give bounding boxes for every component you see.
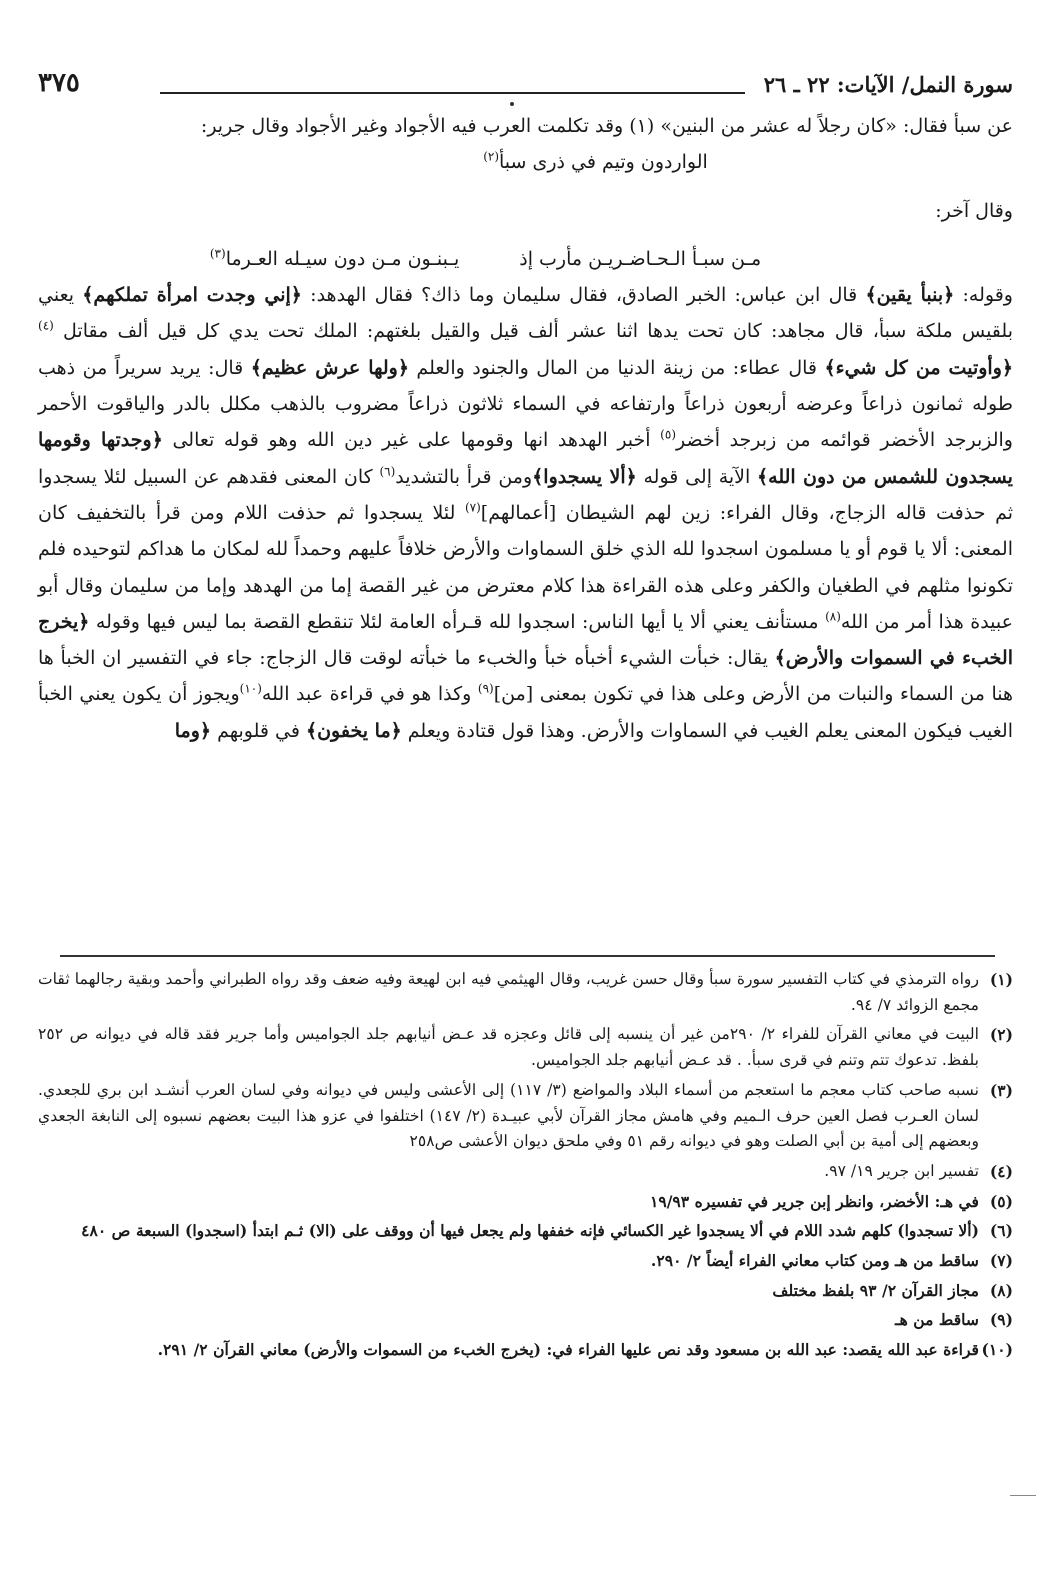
footnote bbox=[38, 967, 1013, 1018]
footnote-number: (٩) bbox=[989, 1310, 1013, 1330]
footnote-text: مجاز القرآن ٢/ ٩٣ بلفظ مختلف bbox=[772, 1280, 979, 1300]
footnote-text: في هـ: الأخضر، وانظر إبن جرير في تفسيره ١٩/٩٣ bbox=[649, 1191, 979, 1211]
footnote-text: نسبه صاحب كتاب معجم ما استعجم من أسماء البلاد والمواضع (٣/ ١١٧) إلى الأعشى وليس في ديوانه وفي لسان العرب أنشـد ابن بري للجعدي. لسان العـرب فصل العين حرف الـميم وفي هامش مجاز القرآن لأبي عبيـدة (٢/ ١٤٧) اختلفوا في عزو هذا البيت بعضهم نسبوه إلى النابغة الجعدي وبعضهم إلى أمية بن أبي الصلت وهو في ديوانه رقم ٥١ وفي ملحق ديوان الأعشى ص٢٥٨ bbox=[38, 1080, 979, 1151]
footnote-number: (٤) bbox=[989, 1161, 1013, 1181]
footnote bbox=[38, 1159, 1013, 1185]
footnote-text: قراءة عبد الله يقصد: عبد الله بن مسعود وقد نص عليها الفراء في: (يخرج الخبء من السموات والأرض) معاني القرآن ٢/ ٢٩١. bbox=[157, 1340, 979, 1360]
verse-hemistich-second: يـبنـون مـن دون سيـله العـرما bbox=[225, 247, 460, 270]
corner-mark bbox=[1010, 1495, 1036, 1496]
paragraph-opening: عن سبأ فقال: «كان رجلاً له عشر من البنين» (١) وقد تكلمت العرب فيه الأجواد وغير الأجواد وقال جرير: bbox=[200, 115, 1013, 137]
verse-jarir-note: (٢) bbox=[483, 149, 500, 164]
footnote-number: (١) bbox=[989, 970, 1013, 989]
verse-second bbox=[38, 233, 1013, 277]
running-title: سورة النمل/ الآيات: ٢٢ ـ ٢٦ bbox=[763, 72, 1013, 97]
footnote bbox=[38, 1078, 1013, 1155]
footnote bbox=[38, 1248, 1013, 1274]
footnote-separator bbox=[60, 955, 995, 957]
paragraph-commentary: وقوله: ﴿بنبأ يقين﴾ قال ابن عباس: الخبر الصادق، فقال سليمان وما ذاك؟ فقال الهدهد: ﴿إني وجدت امرأة تملكهم﴾ يعني بلقيس ملكة سبأ، قال مجاهد: كان تحت يدها اثنا عشر ألف قيل والقيل بلغتهم: الملك تحت يدي كل قيل ألف مقاتل $^{(٤)}$ ﴿وأوتيت من كل شيء﴾ قال عطاء: من زينة الدنيا من المال والجنود والعلم ﴿ولها عرش عظيم﴾ قال: يريد سريراً من ذهب طوله ثمانون ذراعاً وعرضه أربعون ذراعاً وارتفاعه في السماء ثلاثون ذراعاً مضروب بالذهب مكلل بالدر والياقوت الأحمر والزبرجد الأخضر قوائمه من زبرجد أخضر$^{(٥)}$ أخبر الهدهد انها وقومها على غير دين الله وهو قوله تعالى ﴿وجدتها وقومها يسجدون للشمس من دون الله﴾ الآية إلى قوله ﴿ألا يسجدوا﴾ومن قرأ بالتشديد$^{(٦)}$ كان المعنى فقدهم عن السبيل لئلا يسجدوا ثم حذفت قاله الزجاج، وقال الفراء: زين لهم الشيطان [أعمالهم]$^{(٧)}$ لئلا يسجدوا ثم حذفت اللام ومن قرأ بالتخفيف كان المعنى: ألا يا قوم أو يا مسلمون اسجدوا لله الذي خلق السماوات والأرض خلافاً عليهم وحمداً لله لمكان ما هداكم لتوحيده فلم تكونوا مثلهم في الطغيان والكفر وعلى هذه القراءة هذا كلام معترض من غير القصة إما من الهدهد وإما من سليمان وقال أبو عبيدة هذا أمر من الله$^{(٨)}$ مستأنف يعني ألا يا أيها الناس: اسجدوا لله قـرأه العامة لئلا تنقطع القصة بما ليس فيها وقوله ﴿يخرج الخبء في السموات والأرض﴾ يقال: خبأت الشيء أخبأه خبأ والخبء ما خبأته لوقت قال الزجاج: جاء في التفسير ان الخبأ ها هنا من السماء والنبات من الأرض وعلى هذا في تكون بمعنى [من]$^{(٩)}$ وكذا هو في قراءة عبد الله$^{(١٠)}$ويجوز أن يكون يعني الخبأ الغيب فيكون المعنى يعلم الغيب في السماوات والأرض. وهذا قول قتادة ويعلم ﴿ما يخفون﴾ في قلوبهم ﴿وما bbox=[38, 284, 1014, 742]
footnote-number: (٣) bbox=[989, 1080, 1013, 1100]
footnote-text: تفسير ابن جرير ١٩/ ٩٧. bbox=[824, 1161, 979, 1180]
footnote-number: (٨) bbox=[989, 1280, 1013, 1300]
footnote-number: (٢) bbox=[989, 1025, 1013, 1045]
footnotes bbox=[38, 967, 1013, 1367]
footnote bbox=[38, 1307, 1013, 1333]
verse-jarir bbox=[38, 144, 1013, 180]
footnote-text: ساقط من هـ bbox=[895, 1310, 979, 1330]
footnote-text: البيت في معاني القرآن للفراء ٢/ ٢٩٠من غير أن ينسبه إلى قائل وعجزه قد عـض أنيابهم جلد الجواميس وأما جرير فقد قاله في ديوانه ص ٢٥٢ بلفظ. تدعوك تتم وتنم في قرى سبأ. . قد عـض أنيابهم جلد الجواميس. bbox=[38, 1025, 980, 1070]
verse-jarir-text: الواردون وتيم في ذرى سبأ bbox=[499, 151, 708, 174]
footnote-text: (ألا تسجدوا) كلهم شدد اللام في ألا يسجدوا غير الكسائي فإنه خففها ولم يجعل فيها أن ووقف على (الا) ثـم ابتدأ (اسجدوا) السبعة ص ٤٨٠ bbox=[81, 1221, 979, 1241]
verse-second-note: (٣) bbox=[209, 246, 226, 261]
verse-hemistich-second-wrap bbox=[210, 241, 459, 277]
footnote bbox=[38, 1278, 1013, 1304]
footnote-number: (٦) bbox=[989, 1221, 1013, 1241]
footnote-number: (١٠) bbox=[981, 1340, 1013, 1360]
page-header bbox=[38, 68, 1013, 108]
main-text bbox=[38, 108, 1013, 749]
page-number: ٣٧٥ bbox=[38, 68, 80, 98]
header-rule bbox=[160, 92, 745, 94]
footnote-number: (٥) bbox=[989, 1191, 1013, 1211]
verse-hemistich-first: مـن سبـأ الـحـاضـريـن مأرب إذ bbox=[519, 247, 762, 270]
footnote bbox=[38, 1022, 1013, 1073]
stray-dot bbox=[510, 102, 514, 106]
footnote bbox=[38, 1218, 1013, 1244]
footnote-text: ساقط من هـ ومن كتاب معاني الفراء أيضاً ٢/ ٢٩٠. bbox=[650, 1251, 979, 1271]
verse-intro: وقال آخر: bbox=[935, 199, 1013, 222]
footnote bbox=[38, 1337, 1013, 1363]
footnote-number: (٧) bbox=[989, 1251, 1013, 1271]
footnote-text: رواه الترمذي في كتاب التفسير سورة سبأ وقال حسن غريب، وقال الهيثمي فيه ابن لهيعة وفيه ضعف وقد رواه الطبراني وأحمد وبقية رجالهما ثقات مجمع الزوائد ٧/ ٩٤. bbox=[38, 970, 979, 1014]
footnote bbox=[38, 1189, 1013, 1215]
